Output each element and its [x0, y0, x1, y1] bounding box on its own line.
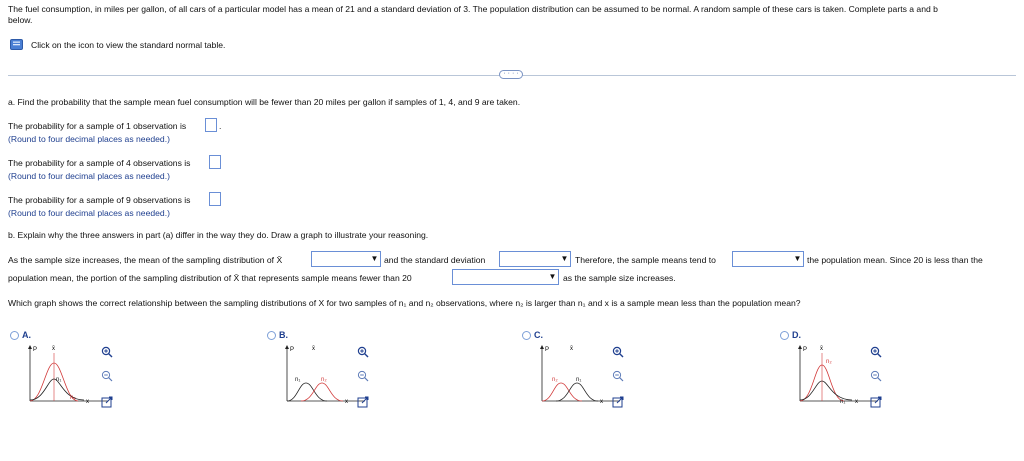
part-b-question: b. Explain why the three answers in part (a) differ in the way they do. Draw a graph to illustrate your reasoning. — [8, 230, 429, 240]
popout-icon[interactable] — [612, 396, 624, 408]
n2-label: n₂ — [321, 377, 327, 383]
popout-icon[interactable] — [357, 396, 369, 408]
x-axis-label: x — [600, 399, 603, 405]
n2-label: n₂ — [826, 359, 832, 365]
zoom-out-icon[interactable] — [101, 370, 113, 382]
standard-normal-table-link[interactable]: Click on the icon to view the standard normal table. — [31, 40, 226, 50]
option-d-radio[interactable] — [780, 331, 789, 340]
y-axis-label: P — [33, 347, 38, 353]
part-b-sentence-4: the population mean. Since 20 is less than the — [807, 255, 983, 265]
n1-label: n₁ — [295, 377, 301, 383]
option-a-graph — [22, 343, 112, 411]
zoom-out-icon[interactable] — [612, 370, 624, 382]
graph-question: Which graph shows the correct relationship between the sampling distributions of X for two samples of n₁ and n₂ observations, where n₂ is larger than n₁ and x is a sample mean less than the population mean? — [8, 298, 801, 308]
zoom-out-icon[interactable] — [357, 370, 369, 382]
q2-label: The probability for a sample of 4 observations is — [8, 158, 191, 168]
q2-answer-input[interactable] — [209, 155, 221, 169]
zoom-in-icon[interactable] — [870, 346, 882, 358]
y-axis-label: P — [545, 347, 550, 353]
chevron-down-icon: ▼ — [548, 272, 557, 281]
portion-dropdown[interactable] — [452, 269, 559, 285]
option-c-graph — [534, 343, 624, 411]
n2-label: n₂ — [552, 377, 558, 383]
n1-label: n₁ — [56, 377, 62, 383]
n1-label: n₁ — [576, 377, 582, 383]
option-a-radio[interactable] — [10, 331, 19, 340]
part-b-sentence-1: As the sample size increases, the mean of the sampling distribution of X̄ — [8, 255, 283, 265]
problem-statement-line2: below. — [8, 15, 33, 25]
q3-label: The probability for a sample of 9 observations is — [8, 195, 191, 205]
tend-to-dropdown[interactable] — [732, 251, 804, 267]
part-b-sentence-5: population mean, the portion of the sampling distribution of X̄ that represents sample means fewer than 20 — [8, 273, 412, 283]
option-c-radio[interactable] — [522, 331, 531, 340]
option-b-graph — [279, 343, 369, 411]
zoom-out-icon[interactable] — [870, 370, 882, 382]
mean-label: x̄ — [820, 346, 823, 352]
mean-label: x̄ — [570, 346, 573, 352]
popout-icon[interactable] — [101, 396, 113, 408]
mean-label: x̄ — [312, 346, 315, 352]
q1-period: . — [219, 121, 222, 131]
part-b-sentence-2: and the standard deviation — [384, 255, 486, 265]
n2-label: n₂ — [70, 395, 76, 401]
stddev-dropdown[interactable] — [499, 251, 571, 267]
option-b-label[interactable]: B. — [279, 330, 288, 340]
x-axis-label: x — [86, 399, 89, 405]
part-b-sentence-6: as the sample size increases. — [563, 273, 676, 283]
q1-label: The probability for a sample of 1 observation is — [8, 121, 187, 131]
option-b-radio[interactable] — [267, 331, 276, 340]
option-d-label[interactable]: D. — [792, 330, 801, 340]
zoom-in-icon[interactable] — [612, 346, 624, 358]
mean-label: x̄ — [52, 346, 55, 352]
chevron-down-icon: ▼ — [793, 254, 802, 263]
q2-note: (Round to four decimal places as needed.) — [8, 171, 170, 181]
zoom-in-icon[interactable] — [357, 346, 369, 358]
option-c-label[interactable]: C. — [534, 330, 543, 340]
q1-note: (Round to four decimal places as needed.) — [8, 134, 170, 144]
problem-statement-line1: The fuel consumption, in miles per gallon, of all cars of a particular model has a mean of 21 and a standard deviation of 3. The population distribution can be assumed to be normal. A random sample of these cars is taken. Complete parts a and b — [8, 4, 938, 14]
x-axis-label: x — [345, 399, 348, 405]
option-d-graph — [792, 343, 882, 411]
mean-dropdown[interactable] — [311, 251, 381, 267]
q3-note: (Round to four decimal places as needed.) — [8, 208, 170, 218]
n1-label: n₁ — [840, 399, 846, 405]
q3-answer-input[interactable] — [209, 192, 221, 206]
more-button[interactable]: · · · · — [499, 70, 523, 79]
part-b-sentence-3: Therefore, the sample means tend to — [575, 255, 716, 265]
zoom-in-icon[interactable] — [101, 346, 113, 358]
q1-answer-input[interactable] — [205, 118, 217, 132]
option-a-label[interactable]: A. — [22, 330, 31, 340]
part-a-question: a. Find the probability that the sample mean fuel consumption will be fewer than 20 miles per gallon if samples of 1, 4, and 9 are taken. — [8, 97, 521, 107]
popout-icon[interactable] — [870, 396, 882, 408]
book-icon[interactable] — [10, 39, 23, 50]
chevron-down-icon: ▼ — [560, 254, 569, 263]
chevron-down-icon: ▼ — [370, 254, 379, 263]
x-axis-label: x — [855, 399, 858, 405]
y-axis-label: P — [803, 347, 808, 353]
y-axis-label: P — [290, 347, 295, 353]
